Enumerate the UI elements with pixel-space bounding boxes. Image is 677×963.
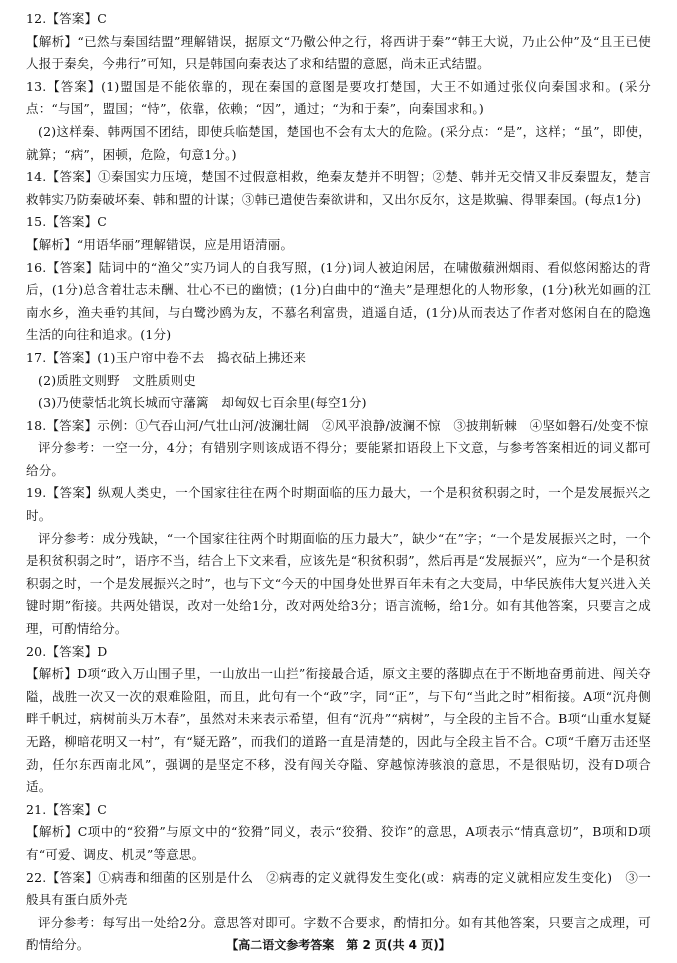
answer-21: 21.【答案】C [26,801,108,817]
scoring-18: 评分参考：一空一分，4分；有错别字则该成语不得分；要能紧扣语段上下文意，与参考答案相近的词义都可给分。 [26,440,651,478]
answer-22: 22.【答案】①病毒和细菌的区别是什么 ②病毒的定义就得发生变化(或：病毒的定义就相应发生变化) ③一般具有蛋白质外壳 [26,869,651,908]
answer-13-1: 13.【答案】(1)盟国是不能依靠的，现在秦国的意图是要攻打楚国，大王不如通过张仪向秦国求和。(采分点：“与国”，盟国；“恃”，依靠，依赖；“因”，通过；“为和于秦”，向秦国求和。) [26,78,651,117]
answer-17-2: (2)质胜文则野 文胜质则史 [38,372,197,388]
analysis-20: 【解析】D项“政入万山围子里，一山放出一山拦”衔接最合适，原文主要的落脚点在于不断地奋勇前进、闯关夺隘，战胜一次又一次的艰难险阻，而且，此句有一个“政”字，同“正”，与下句“当此之时”相衔接。A项“沉舟侧畔千帆过，病树前头万木春”，虽然对未来表示希望，但有“沉舟”“病树”，与全段的主旨不合。B项“山重水复疑无路，柳暗花明又一村”，有“疑无路”，而我们的道路一直是清楚的，因此与全段主旨不合。C项“千磨万击还坚劲，任尔东西南北风”，强调的是坚定不移，没有闯关夺隘、穿越惊涛骇浪的意思，不是很贴切，没有D项合适。 [26,666,651,795]
scoring-19: 评分参考：成分残缺，“一个国家往往两个时期面临的压力最大”，缺少“在”字；“一个是发展振兴之时，一个是积贫积弱之时”，语序不当，结合上下文来看，应该先是“积贫积弱”，然后再是“发展振兴”，应为“一个是积贫积弱之时，一个是发展振兴之时”，也与下文“今天的中国身处世界百年未有之大变局，中华民族伟大复兴进入关键时期”衔接。共两处错误，改对一处给1分，改对两处给3分；语言流畅，给1分。如有其他答案，只要言之成理，可酌情给分。 [26,530,651,637]
analysis-21: 【解析】C项中的“狡猾”与原文中的“狡猾”同义，表示“狡猾、狡诈”的意思，A项表示“情真意切”，B项和D项有“可爱、调皮、机灵”等意思。 [26,824,651,862]
answer-14: 14.【答案】①秦国实力压境，楚国不过假意相救，绝秦友楚并不明智；②楚、韩并无交情又非反秦盟友，楚言救韩实乃防秦破坏秦、韩和盟的计谋；③韩已遣使告秦欲讲和，又出尔反尔，这是欺骗、得罪秦国。(每点1分) [26,169,651,207]
answer-13-2: (2)这样秦、韩两国不团结，即使兵临楚国，楚国也不会有太大的危险。(采分点：“是”，这样；“虽”，即使，就算；“病”，困顿，危险，句意1分。) [26,123,651,162]
answer-19: 19.【答案】纵观人类史，一个国家往往在两个时期面临的压力最大，一个是积贫积弱之时，一个是发展振兴之时。 [26,485,651,524]
answer-16: 16.【答案】陆词中的“渔父”实乃词人的自我写照，(1分)词人被迫闲居，在啸傲蘋洲烟雨、看似悠闲豁达的背后，(1分)总含着壮志未酬、壮心不已的幽愤；(1分)白曲中的“渔夫”是理想化的人物形象，(1分)秋光如画的江南水乡，渔夫垂钓其间，与白鹭沙鸥为友，不慕名利富贵，逍遥自适，(1分)从而表达了作者对悠闲自在的隐逸生活的向往和追求。(1分) [26,259,651,343]
analysis-12: 【解析】“已然与秦国结盟”理解错误，据原文“乃儆公仲之行，将西讲于秦”“韩王大说，乃止公仲”及“且王已使人报于秦矣，今弗行”可知，只是韩国向秦表达了求和结盟的意愿，尚未正式结盟。 [26,33,651,72]
answer-15: 15.【答案】C [26,214,108,230]
analysis-15: 【解析】“用语华丽”理解错误，应是用语清丽。 [26,236,294,252]
page-footer: 【高二语文参考答案 第 2 页(共 4 页)】 [226,938,451,952]
scoring-22: 评分参考：每写出一处给2分。意思答对即可。字数不合要求，酌情扣分。如有其他答案，只要言之成理，可酌情给分。 [26,914,651,953]
answer-18: 18.【答案】示例：①气吞山河/气壮山河/波澜壮阔 ②风平浪静/波澜不惊 ③披荆斩棘 ④坚如磐石/处变不惊 [26,417,649,433]
answer-20: 20.【答案】D [26,643,108,659]
answer-17-1: 17.【答案】(1)玉户帘中卷不去 捣衣砧上拂还来 [26,349,307,365]
answer-12: 12.【答案】C [26,11,108,26]
answer-17-3: (3)乃使蒙恬北筑长城而守藩篱 却匈奴七百余里(每空1分) [38,395,367,411]
